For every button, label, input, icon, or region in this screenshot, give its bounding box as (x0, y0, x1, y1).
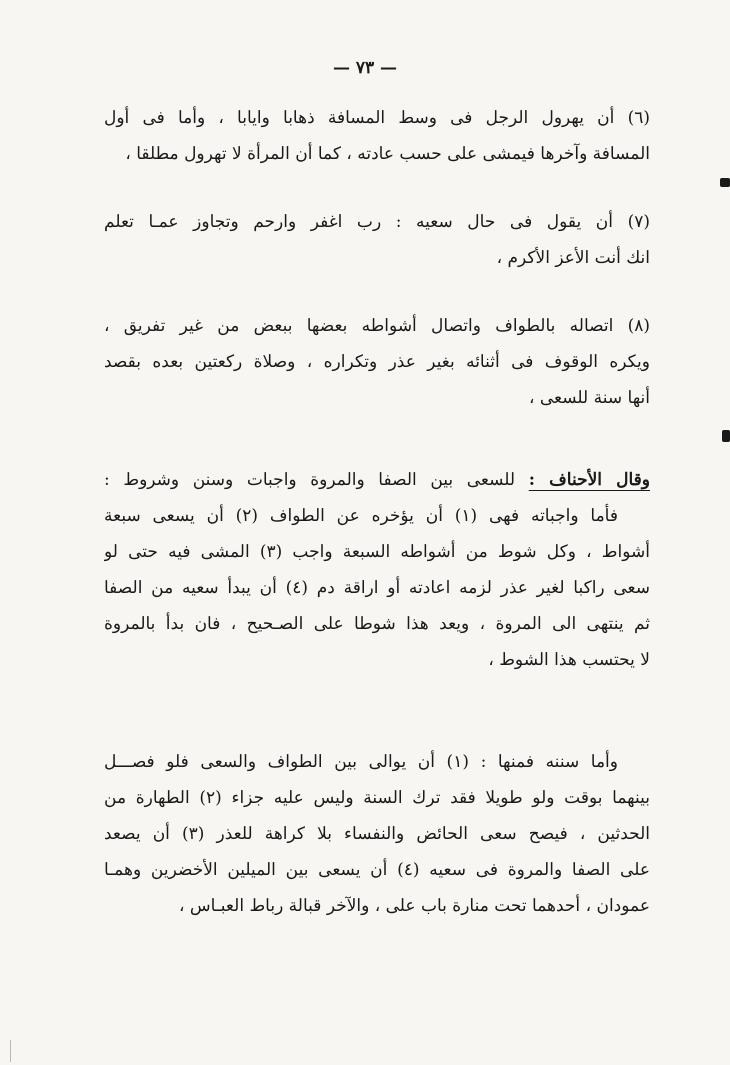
paragraph-item-6 (104, 100, 650, 172)
text-line: (٦) أن يهرول الرجل فى وسط المسافة ذهابا وايابا ، وأما فى أول (104, 108, 650, 128)
text-line: انك أنت الأعز الأكرم ، (496, 248, 650, 268)
text-line: وأما سننه فمنها : (١) أن يوالى بين الطواف والسعى فلو فصـــل (104, 752, 618, 772)
text-line: أشواط ، وكل شوط من أشواطه السبعة واجب (٣) المشى فيه حتى لو (104, 542, 650, 562)
heading-continuation: للسعى بين الصفا والمروة واجبات وسنن وشروط : (104, 470, 516, 490)
text-line: لا يحتسب هذا الشوط ، (488, 650, 650, 670)
scan-edge-line (10, 1040, 11, 1062)
text-line: فأما واجباته فهى (١) أن يؤخره عن الطواف (٢) أن يسعى سبعة (104, 506, 618, 526)
text-line: ثم ينتهى الى المروة ، ويعد هذا شوطا على الصـحيح ، فان بدأ بالمروة (104, 614, 650, 634)
text-line: على الصفا والمروة فى سعيه (٤) أن يسعى بين الميلين الأخضرين وهمـا (104, 860, 650, 880)
text-line: أنها سنة للسعى ، (528, 388, 650, 408)
section-heading: وقال الأحناف : (528, 470, 650, 490)
scan-mark (720, 178, 730, 187)
text-line: (٨) اتصاله بالطواف واتصال أشواطه بعضها ببعض من غير تفريق ، (104, 316, 650, 336)
page-number: — ٧٣ — (332, 58, 398, 78)
text-line: ويكره الوقوف فى أثنائه بغير عذر وتكراره ، وصلاة ركعتين بعده بقصد (104, 352, 650, 372)
paragraph-hanafi (104, 462, 650, 678)
text-line: المسافة وآخرها فيمشى على حسب عادته ، كما أن المرأة لا تهرول مطلقا ، (125, 144, 650, 164)
text-line: الحدثين ، فيصح سعى الحائض والنفساء بلا كراهة للعذر (٣) أن يصعد (104, 824, 650, 844)
text-line: عمودان ، أحدهما تحت منارة باب على ، والآخر قبالة رباط العبـاس ، (179, 896, 650, 916)
paragraph-sunan (104, 744, 650, 924)
hanafi-heading-line (104, 462, 650, 498)
paragraph-item-7 (104, 204, 650, 276)
text-line: بينهما بوقت ولو طويلا فقد ترك السنة وليس عليه جزاء (٢) الطهارة من (104, 788, 650, 808)
paragraph-item-8 (104, 308, 650, 416)
scan-mark (722, 430, 730, 442)
text-line: سعى راكبا لغير عذر لزمه اعادته أو اراقة دم (٤) أن يبدأ سعيه من الصفا (104, 578, 650, 598)
text-line: (٧) أن يقول فى حال سعيه : رب اغفر وارحم وتجاوز عمـا تعلم (104, 212, 650, 232)
